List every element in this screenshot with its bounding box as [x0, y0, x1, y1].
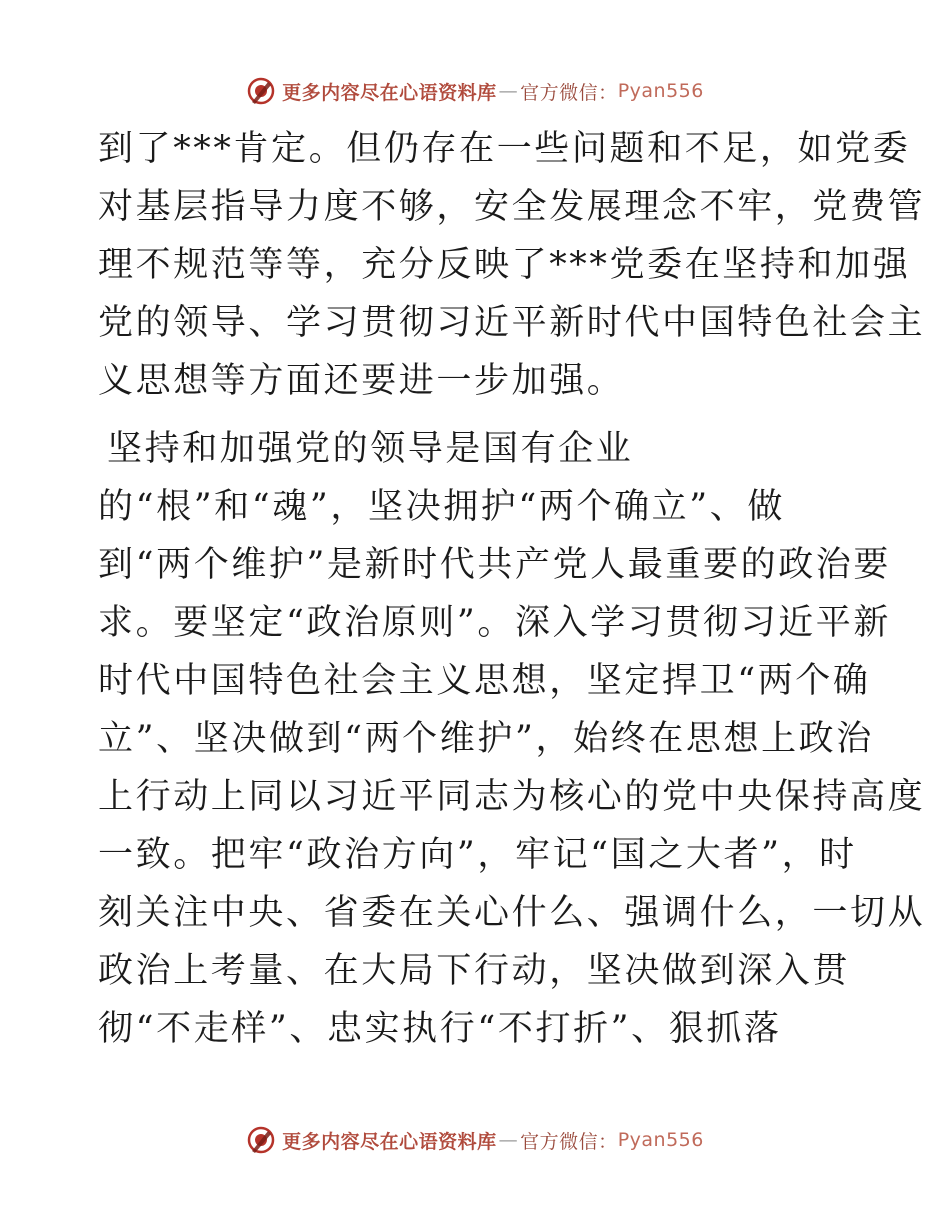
body-line-7: 的“根”和“魂”，坚决拥护“两个确立”、做	[98, 487, 785, 527]
body-line-4: 党的领导、学习贯彻习近平新时代中国特色社会主	[98, 303, 926, 343]
body-line-5: 义思想等方面还要进一步加强。	[98, 361, 625, 401]
body-line-13: 一致。把牢“政治方向”，牢记“国之大者”，时	[98, 835, 857, 875]
header-banner	[0, 71, 950, 111]
banner-dash: —	[498, 1129, 519, 1151]
body-line-8: 到“两个维护”是新时代共产党人最重要的政治要	[98, 545, 891, 585]
banner-site-text: 更多内容尽在心语资料库	[282, 1130, 497, 1153]
body-line-15: 政治上考量、在大局下行动，坚决做到深入贯	[98, 951, 851, 991]
banner-wechat-id: Pyan556	[617, 80, 704, 102]
body-line-16: 彻“不走样”、忠实执行“不打折”、狠抓落	[98, 1009, 782, 1049]
body-line-3: 理不规范等等，充分反映了***党委在坚持和加强	[98, 245, 911, 285]
banner-site-text: 更多内容尽在心语资料库	[282, 81, 497, 104]
body-line-6: 坚持和加强党的领导是国有企业	[107, 429, 634, 469]
banner-wechat-label: 官方微信：	[520, 81, 618, 104]
banner-wechat-label: 官方微信：	[520, 1130, 618, 1153]
quill-logo-icon	[246, 1125, 276, 1155]
banner-dash: —	[498, 80, 519, 102]
body-line-12: 上行动上同以习近平同志为核心的党中央保持高度	[98, 777, 926, 817]
document-body	[98, 120, 926, 1058]
body-line-10: 时代中国特色社会主义思想，坚定捍卫“两个确	[98, 661, 871, 701]
body-line-14: 刻关注中央、省委在关心什么、强调什么，一切从	[98, 893, 926, 933]
body-line-9: 求。要坚定“政治原则”。深入学习贯彻习近平新	[98, 603, 891, 643]
body-line-1: 到了***肯定。但仍存在一些问题和不足，如党委	[98, 129, 911, 169]
banner-wechat-id: Pyan556	[617, 1129, 704, 1151]
footer-banner	[0, 1120, 950, 1160]
quill-logo-icon	[246, 76, 276, 106]
body-line-11: 立”、坚决做到“两个维护”，始终在思想上政治	[98, 719, 874, 759]
body-line-2: 对基层指导力度不够，安全发展理念不牢，党费管	[98, 187, 926, 227]
